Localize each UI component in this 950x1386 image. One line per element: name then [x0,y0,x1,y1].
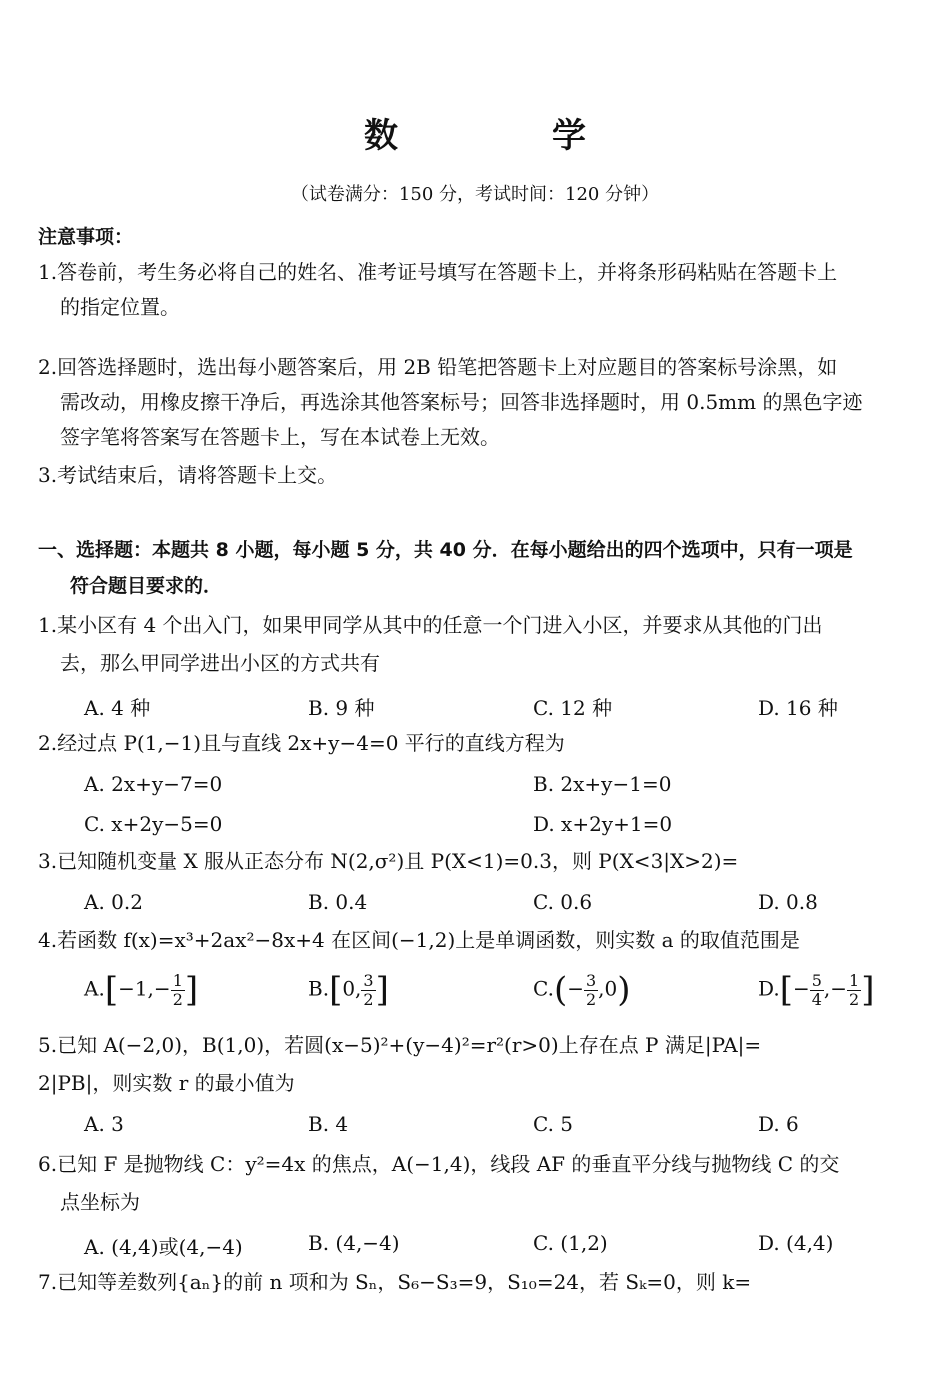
note-2-line1: 2.回答选择题时，选出每小题答案后，用 2B 铅笔把答题卡上对应题目的答案标号涂黑，如 [38,355,838,379]
q4-d-den-2: 2 [849,989,860,1009]
q1-option-a: A. 4 种 [84,696,151,720]
section-1-heading [38,532,918,604]
q5-line2: 2|PB|，则实数 r 的最小值为 [38,1071,295,1095]
q4-d-num-2: 1 [849,970,860,990]
q4-c-label: C. [533,976,554,1001]
q4-option-b [308,970,389,1010]
q4-c-paren-left: ( [553,970,568,1010]
q4-a-label: A. [84,976,105,1001]
q2-option-c: C. x+2y−5=0 [84,812,223,836]
q2-option-a: A. 2x+y−7=0 [84,772,223,796]
q3-option-c: C. 0.6 [533,890,593,914]
page-title: 数 学 [364,116,646,156]
q4-option-a [84,970,198,1010]
q4-d-bracket-right: ] [861,970,875,1010]
q4-c-den: 2 [585,989,597,1009]
q6-option-a: A. (4,4)或(4,−4) [84,1235,243,1259]
q4-option-d [758,970,874,1010]
q4-b-label: B. [308,976,330,1001]
q4-b-text: 0, [342,976,362,1001]
q4-b-bracket-right: ] [375,970,389,1010]
note-2-line2: 需改动，用橡皮擦干净后，再选涂其他答案标号；回答非选择题时，用 0.5mm 的黑色字迹 [60,390,863,414]
q3-option-b: B. 0.4 [308,890,368,914]
q5-line1: 5.已知 A(−2,0)，B(1,0)，若圆(x−5)²+(y−4)²=r²(r>0)上存在点 P 满足|PA|= [38,1033,762,1057]
q6-option-d: D. (4,4) [758,1231,834,1255]
q4-a-den: 2 [172,989,183,1009]
q4-b-den: 2 [363,989,374,1009]
note-1-line1: 1.答卷前，考生务必将自己的姓名、准考证号填写在答题卡上，并将条形码粘贴在答题卡上 [38,260,838,284]
section-1-line1: 一、选择题：本题共 8 小题，每小题 5 分，共 40 分．在每小题给出的四个选项中，只有一项是 [38,539,853,561]
q1-option-b: B. 9 种 [308,696,375,720]
q4-a-fraction [171,972,185,1009]
q4-d-den-1: 4 [811,989,822,1009]
q4-d-fraction-2 [847,972,861,1009]
q4-d-text-2: ,− [823,976,848,1001]
section-1-line2: 符合题目要求的． [70,575,223,597]
q1-line2: 去，那么甲同学进出小区的方式共有 [60,651,380,675]
q4-d-text: − [792,976,810,1001]
note-item-2 [38,350,918,455]
question-3: 3.已知随机变量 X 服从正态分布 N(2,σ²)且 P(X<1)=0.3，则 P(X<3|X>2)= [38,849,739,873]
q5-option-c: C. 5 [533,1112,574,1136]
q1-line1: 1.某小区有 4 个出入门，如果甲同学从其中的任意一个门进入小区，并要求从其他的门出 [38,613,823,637]
note-2-line3: 签字笔将答案写在答题卡上，写在本试卷上无效。 [60,425,500,449]
question-1 [38,606,918,682]
question-4: 4.若函数 f(x)=x³+2ax²−8x+4 在区间(−1,2)上是单调函数，则实数 a 的取值范围是 [38,928,800,952]
q2-option-d: D. x+2y+1=0 [533,812,673,836]
q4-c-text: − [567,976,584,1001]
question-5 [38,1026,918,1102]
q4-c-tail: ,0 [598,976,618,1001]
q1-option-c: C. 12 种 [533,696,613,720]
q6-line2: 点坐标为 [60,1190,140,1214]
q4-d-label: D. [758,976,780,1001]
q6-line1: 6.已知 F 是抛物线 C：y²=4x 的焦点，A(−1,4)，线段 AF 的垂直平分线与抛物线 C 的交 [38,1152,840,1176]
q4-b-bracket-left: [ [329,970,343,1010]
q4-c-num: 3 [585,970,597,990]
q3-option-d: D. 0.8 [758,890,818,914]
q4-b-fraction [361,972,375,1009]
q5-option-d: D. 6 [758,1112,799,1136]
q4-d-bracket-left: [ [779,970,793,1010]
q5-option-a: A. 3 [84,1112,124,1136]
q4-d-num-1: 5 [811,970,822,990]
q6-option-c: C. (1,2) [533,1231,608,1255]
q4-c-paren-right: ) [617,970,631,1010]
question-7: 7.已知等差数列{aₙ}的前 n 项和为 Sₙ，S₆−S₃=9，S₁₀=24，若 Sₖ=0，则 k= [38,1270,752,1294]
q3-option-a: A. 0.2 [84,890,143,914]
q4-a-num: 1 [172,970,183,990]
note-3-line1: 3.考试结束后，请将答题卡上交。 [38,463,338,487]
q2-option-b: B. 2x+y−1=0 [533,772,672,796]
q4-d-fraction-1 [810,972,824,1009]
note-1-line2: 的指定位置。 [60,295,180,319]
q4-a-text: −1,− [118,976,171,1001]
exam-info: （试卷满分：150 分，考试时间：120 分钟） [290,184,660,205]
q6-option-b: B. (4,−4) [308,1231,400,1255]
q4-c-fraction [584,972,598,1009]
notes-heading: 注意事项： [38,226,134,248]
q5-option-b: B. 4 [308,1112,349,1136]
note-item-1 [38,255,918,325]
note-item-3 [38,458,918,493]
question-2: 2.经过点 P(1,−1)且与直线 2x+y−4=0 平行的直线方程为 [38,731,565,755]
q4-a-bracket-right: ] [184,970,199,1010]
question-6 [38,1145,918,1221]
q4-option-c [533,970,631,1010]
q4-b-num: 3 [363,970,374,990]
q1-option-d: D. 16 种 [758,696,838,720]
q4-a-bracket-left: [ [104,970,119,1010]
